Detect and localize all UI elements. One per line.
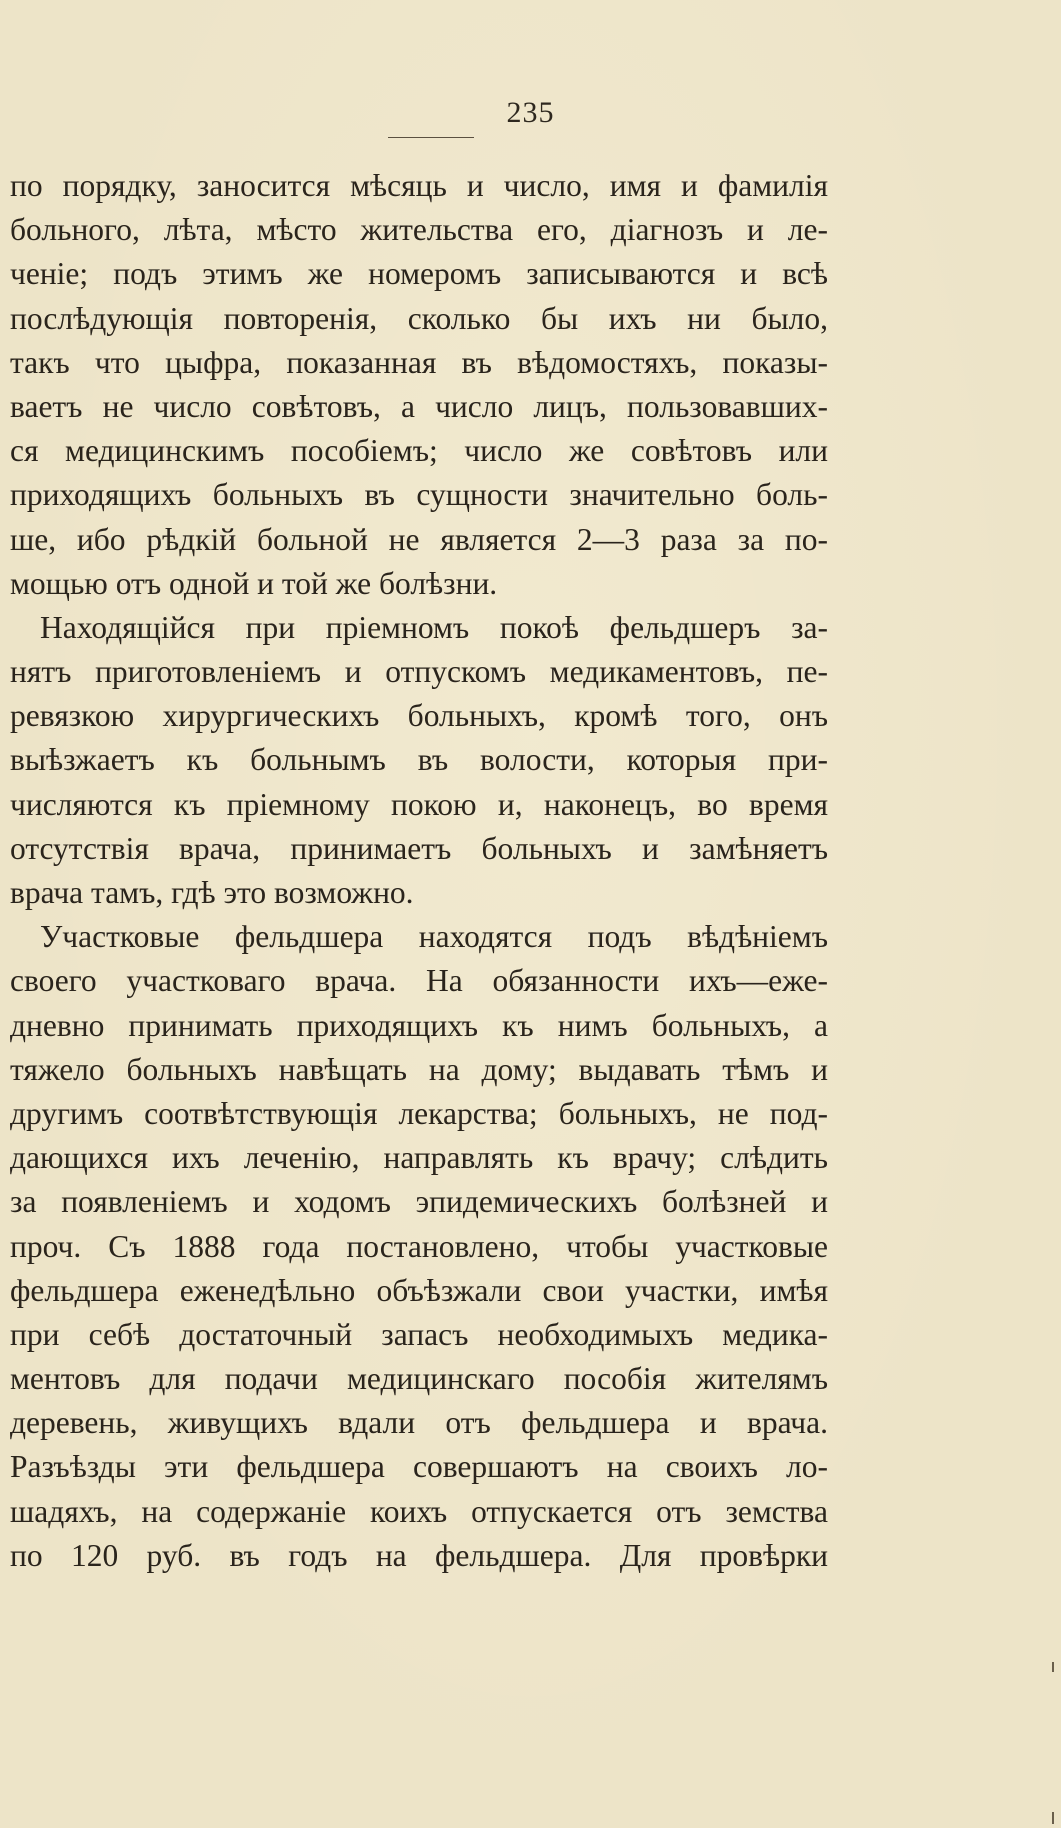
- text-line: такъ что цыфра, показанная въ вѣдомостяхъ, показы-: [10, 344, 828, 380]
- text-line: Разъѣзды эти фельдшера совершаютъ на своихъ ло-: [10, 1449, 828, 1485]
- text-line: ментовъ для подачи медицинскаго пособія жителямъ: [10, 1361, 828, 1397]
- text-line: фельдшера еженедѣльно объѣзжали свои участки, имѣя: [10, 1272, 828, 1308]
- text-line: ше, ибо рѣдкій больной не является 2—3 раза за по-: [10, 521, 828, 557]
- text-line: за появленіемъ и ходомъ эпидемическихъ болѣзней и: [10, 1184, 828, 1220]
- text-line: тяжело больныхъ навѣщать на дому; выдавать тѣмъ и: [10, 1051, 828, 1087]
- text-line: ревязкою хирургическихъ больныхъ, кромѣ того, онъ: [10, 698, 828, 734]
- text-line: по 120 руб. въ годъ на фельдшера. Для провѣрки: [10, 1537, 828, 1573]
- text-line: проч. Съ 1888 года постановлено, чтобы участковые: [10, 1228, 828, 1264]
- text-line: отсутствія врача, принимаетъ больныхъ и замѣняетъ: [10, 830, 828, 866]
- text-line: выѣзжаетъ къ больнымъ въ волости, которыя при-: [10, 742, 828, 778]
- paragraph-first-line: Находящійся при пріемномъ покоѣ фельдшеръ за-: [40, 609, 828, 645]
- margin-mark: [1052, 1812, 1054, 1824]
- text-line: ся медицинскимъ пособіемъ; число же совѣтовъ или: [10, 433, 828, 469]
- text-line: нятъ приготовленіемъ и отпускомъ медикаментовъ, пе-: [10, 654, 828, 690]
- text-line: врача тамъ, гдѣ это возможно.: [10, 875, 414, 910]
- text-line: при себѣ достаточный запасъ необходимыхъ медика-: [10, 1316, 828, 1352]
- page-number: 235: [506, 96, 555, 129]
- text-line: дающихся ихъ леченію, направлять къ врачу; слѣдить: [10, 1140, 828, 1176]
- text-line: шадяхъ, на содержаніе коихъ отпускается отъ земства: [10, 1493, 828, 1529]
- page-number-rule: [388, 137, 474, 138]
- text-line: деревень, живущихъ вдали отъ фельдшера и врача.: [10, 1405, 828, 1441]
- text-line: мощью отъ одной и той же болѣзни.: [10, 565, 498, 601]
- margin-mark: [1052, 1662, 1054, 1672]
- text-line: ваетъ не число совѣтовъ, а число лицъ, пользовавших-: [10, 388, 828, 424]
- text-line: больного, лѣта, мѣсто жительства его, діагнозъ и ле-: [10, 212, 828, 248]
- text-line: послѣдующія повторенія, сколько бы ихъ ни было,: [10, 300, 828, 336]
- text-line: приходящихъ больныхъ въ сущности значительно боль-: [10, 477, 828, 513]
- paragraph-first-line: Участковые фельдшера находятся подъ вѣдѣніемъ: [40, 919, 828, 955]
- text-line: числяются къ пріемному покою и, наконецъ, во время: [10, 786, 828, 822]
- text-line: своего участковаго врача. На обязанности ихъ—еже-: [10, 963, 828, 999]
- body-text: [10, 164, 828, 1578]
- text-line: ченіе; подъ этимъ же номеромъ записываются и всѣ: [10, 256, 828, 292]
- text-line: по порядку, заносится мѣсяць и число, имя и фамилія: [10, 168, 828, 203]
- text-line: дневно принимать приходящихъ къ нимъ больныхъ, а: [10, 1007, 828, 1043]
- text-line: другимъ соотвѣтствующія лекарства; больныхъ, не под-: [10, 1095, 828, 1131]
